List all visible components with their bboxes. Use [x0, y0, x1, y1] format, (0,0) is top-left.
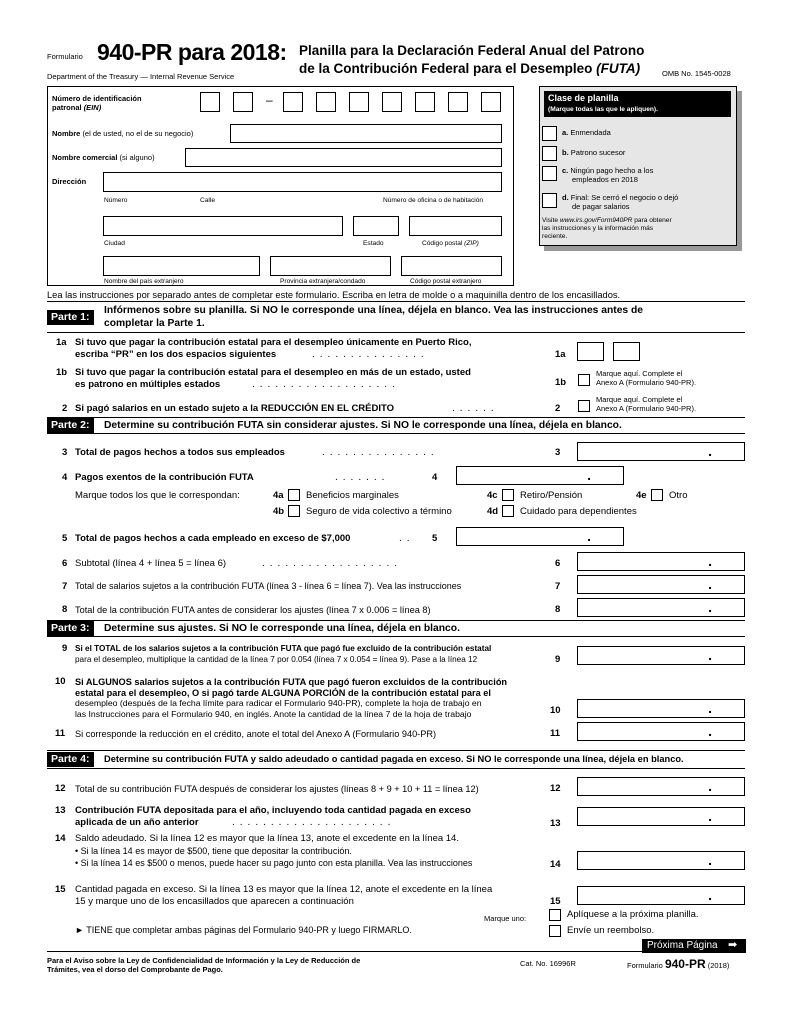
- cat-number: Cat. No. 16996R: [520, 959, 576, 968]
- aviso-text-2: Trámites, vea el dorso del Comprobante de Pago.: [47, 965, 223, 974]
- rule: [47, 301, 745, 302]
- rule: [47, 332, 745, 333]
- line-10-text-3: desempleo (después de la fecha límite para radicar el Formulario 940-PR), complete la hoja de trabajo en: [75, 698, 482, 708]
- parte1-title: Infórmenos sobre su planilla. Si NO le corresponde una línea, déjela en blanco. Vea las instrucciones antes de: [104, 305, 644, 316]
- visit-text: Visite www.irs.gov/Form940PR para obtener: [542, 217, 672, 224]
- line-4b-key: 4b: [273, 506, 285, 517]
- codigo-ext-label: Código postal extranjero: [410, 278, 482, 285]
- aplicar-proxima-checkbox[interactable]: [549, 909, 561, 921]
- instructions-text: Lea las instrucciones por separado antes de completar este formulario. Escriba en letra de molde o a maquinilla dentro de los encasillados.: [47, 290, 621, 300]
- rule: [47, 768, 745, 769]
- ein-dash: –: [266, 93, 273, 107]
- line-1b-note: Marque aquí. Complete el: [596, 369, 683, 378]
- line-15-ref: 15: [550, 896, 561, 907]
- parte1-title-2: completar la Parte 1.: [104, 318, 205, 329]
- clase-c-checkbox[interactable]: [542, 166, 557, 181]
- line-4c-key: 4c: [487, 490, 498, 501]
- nombre-input[interactable]: [230, 124, 502, 143]
- direccion-label: Dirección: [52, 177, 87, 186]
- line-1b-checkbox[interactable]: [578, 374, 590, 386]
- tiene-text: ► TIENE que completar ambas páginas del Formulario 940-PR y luego FIRMARLO.: [75, 925, 412, 935]
- line-13-text: Contribución FUTA depositada para el año, incluyendo toda cantidad pagada en exceso: [75, 805, 471, 816]
- line-15-number: 15: [55, 884, 66, 895]
- line-4-amount[interactable]: [456, 466, 624, 485]
- estado-label: Estado: [363, 240, 384, 247]
- numero-label: Número: [104, 197, 128, 204]
- ein-digit[interactable]: [283, 92, 303, 112]
- leader-dots: .......: [335, 472, 390, 483]
- formulario-label: Formulario: [47, 52, 83, 61]
- clase-c-label-2: empleados en 2018: [572, 175, 638, 184]
- ein-digit[interactable]: [233, 92, 253, 112]
- line-1b-text-2: es patrono en múltiples estados: [75, 379, 221, 390]
- leader-dots: ...................: [252, 379, 400, 390]
- line-5-amount[interactable]: [456, 527, 624, 546]
- parte4-title: Determine su contribución FUTA y saldo adeudado o cantidad pagada en exceso. Si NO le corresponde una línea, déjela en blanco.: [104, 754, 684, 764]
- rule: [47, 750, 745, 751]
- reembolso-checkbox[interactable]: [549, 925, 561, 937]
- line-4-text: Pagos exentos de la contribución FUTA: [75, 472, 254, 483]
- rule: [47, 636, 745, 637]
- line-10-text-2: estatal para el desempleo, O si pagó tarde ALGUNA PORCIÓN de la contribución estatal para el: [75, 688, 491, 698]
- visit-text-2: las instrucciones y la información más: [542, 225, 654, 232]
- line-4c-checkbox[interactable]: [502, 489, 514, 501]
- line-14-amount[interactable]: [577, 851, 745, 870]
- line-4d-label: Cuidado para dependientes: [520, 506, 637, 517]
- line-1a-state-box-2[interactable]: [613, 342, 640, 361]
- line-4e-checkbox[interactable]: [651, 489, 663, 501]
- form-title-line1: Planilla para la Declaración Federal Anual del Patrono: [299, 43, 645, 58]
- line-15-text: Cantidad pagada en exceso. Si la línea 13 es mayor que la línea 12, anote el excedente en la línea: [75, 884, 493, 895]
- clase-a-label: a. Enmendada: [562, 128, 611, 137]
- line-12-number: 12: [55, 783, 66, 794]
- clase-a-checkbox[interactable]: [542, 126, 557, 141]
- line-4a-checkbox[interactable]: [288, 489, 300, 501]
- line-3-text: Total de pagos hechos a todos sus empleados: [75, 447, 285, 458]
- line-1b-text: Si tuvo que pagar la contribución estatal para el desempleo en más de un estado, usted: [75, 367, 471, 378]
- rule: [47, 433, 745, 434]
- line-4b-checkbox[interactable]: [288, 505, 300, 517]
- nombre-comercial-input[interactable]: [185, 148, 502, 167]
- provincia-input[interactable]: [270, 256, 391, 276]
- line-11-text: Si corresponde la reducción en el crédito, anote el total del Anexo A (Formulario 940-PR): [75, 729, 437, 739]
- line-13-amount[interactable]: [577, 807, 745, 826]
- line-11-amount[interactable]: [577, 722, 745, 741]
- codigo-postal-input[interactable]: [409, 216, 502, 236]
- line-4d-key: 4d: [487, 506, 499, 517]
- line-7-ref: 7: [555, 581, 561, 592]
- line-1b-number: 1b: [56, 367, 68, 378]
- line-8-number: 8: [62, 604, 68, 615]
- clase-subtitle: (Marque todas las que le apliquen).: [548, 106, 658, 113]
- line-4-marque-text: Marque todos los que le correspondan:: [75, 490, 240, 501]
- omb-number: OMB No. 1545-0028: [662, 69, 731, 78]
- clase-header: [544, 91, 731, 117]
- marque-uno-label: Marque uno:: [484, 914, 527, 923]
- line-4c-label: Retiro/Pensión: [520, 490, 583, 501]
- line-4a-label: Beneficios marginales: [306, 490, 399, 501]
- leader-dots: .....................: [232, 817, 396, 828]
- ein-digit[interactable]: [316, 92, 336, 112]
- provincia-label: Provincia extranjera/condado: [280, 278, 366, 285]
- direccion-input[interactable]: [103, 172, 502, 192]
- line-4-number: 4: [62, 472, 68, 483]
- line-1a-text-2: escriba “PR” en los dos espacios siguientes: [75, 349, 277, 360]
- comercial-label: Nombre comercial (si alguno): [52, 153, 155, 162]
- line-7-text: Total de salarios sujetos a la contribución FUTA (línea 3 - línea 6 = línea 7). Vea las instrucciones: [75, 581, 462, 591]
- line-1a-text: Si tuvo que pagar la contribución estatal para el desempleo únicamente en Puerto Rico,: [75, 337, 472, 348]
- line-10-number: 10: [55, 676, 66, 687]
- clase-d-label: d. Final: Se cerró el negocio o dejó: [562, 193, 679, 202]
- leader-dots: ..: [399, 533, 415, 544]
- line-5-text: Total de pagos hechos a cada empleado en exceso de $7,000: [75, 533, 351, 544]
- line-12-amount[interactable]: [577, 777, 745, 796]
- line-3-number: 3: [62, 447, 68, 458]
- rule: [47, 620, 745, 621]
- leader-dots: ..................: [262, 558, 403, 569]
- line-4a-key: 4a: [273, 490, 284, 501]
- ein-label: Número de identificación: [52, 94, 142, 103]
- line-14-ref: 14: [550, 859, 561, 870]
- clase-b-checkbox[interactable]: [542, 146, 557, 161]
- clase-title: Clase de planilla: [548, 93, 619, 103]
- line-4e-label: Otro: [669, 490, 688, 501]
- clase-b-label: b. Patrono sucesor: [562, 148, 626, 157]
- arrow-right-icon: ➡: [728, 939, 738, 951]
- leader-dots: ...............: [312, 349, 429, 360]
- ciudad-input[interactable]: [103, 216, 343, 236]
- aviso-text: Para el Aviso sobre la Ley de Confidencialidad de Información y la Ley de Reducción de: [47, 956, 361, 965]
- line-14-text-2: • Si la línea 14 es mayor de $500, tiene que depositar la contribución.: [75, 846, 352, 856]
- line-10-text: Si ALGUNOS salarios sujetos a la contribución FUTA que pagó fueron excluidos de la contribución: [75, 677, 508, 687]
- ein-label-2: patronal (EIN): [52, 103, 102, 112]
- form-name: 940-PR para 2018:: [97, 39, 287, 65]
- line-6-text: Subtotal (línea 4 + línea 5 = línea 6): [75, 558, 227, 569]
- line-13-number: 13: [55, 805, 66, 816]
- leader-dots: ...............: [322, 447, 439, 458]
- calle-label: Calle: [200, 197, 216, 204]
- parte3-title: Determine sus ajustes. Si NO le corresponde una línea, déjela en blanco.: [104, 623, 460, 634]
- clase-c-label: c. Ningún pago hecho a los: [562, 166, 654, 175]
- line-1a-number: 1a: [56, 337, 67, 348]
- line-8-text: Total de la contribución FUTA antes de considerar los ajustes (línea 7 x 0.006 = línea 8): [75, 605, 431, 615]
- line-1b-note-2: Anexo A (Formulario 940-PR).: [596, 378, 697, 387]
- line-7-number: 7: [62, 581, 68, 592]
- clase-de-planilla-panel: [539, 86, 737, 246]
- line-14-text-3: • Si la línea 14 es $500 o menos, puede hacer su pago junto con esta planilla. Vea las instrucciones: [75, 858, 473, 868]
- line-14-number: 14: [55, 833, 66, 844]
- line-10-ref: 10: [550, 705, 561, 716]
- clase-d-label-2: de pagar salarios: [572, 202, 630, 211]
- line-2-note: Marque aquí. Complete el: [596, 395, 683, 404]
- line-1a-ref: 1a: [555, 349, 566, 360]
- ein-digit[interactable]: [415, 92, 435, 112]
- line-11-ref: 11: [550, 728, 561, 739]
- ein-digit[interactable]: [481, 92, 501, 112]
- pais-label: Nombre del país extranjero: [104, 278, 184, 285]
- line-2-checkbox[interactable]: [578, 400, 590, 412]
- line-10-amount[interactable]: [577, 699, 745, 718]
- line-6-ref: 6: [555, 558, 561, 569]
- form-title-line2: de la Contribución Federal para el Desempleo (FUTA): [299, 61, 641, 76]
- line-14-text: Saldo adeudado. Si la línea 12 es mayor que la línea 13, anote el excedente en la línea 14.: [75, 833, 459, 844]
- line-12-text: Total de su contribución FUTA después de considerar los ajustes (líneas 8 + 9 + 10 + 11 = línea 12): [75, 784, 479, 794]
- line-2-ref: 2: [555, 403, 561, 414]
- line-8-ref: 8: [555, 604, 561, 615]
- ein-digit[interactable]: [349, 92, 369, 112]
- line-10-text-4: las Instrucciones para el Formulario 940, en inglés. Anote la cantidad de la línea 7 de la hoja de trabajo: [75, 709, 472, 719]
- ein-digit[interactable]: [200, 92, 220, 112]
- line-5-number: 5: [62, 533, 68, 544]
- form-footer: Formulario 940-PR (2018): [627, 957, 730, 971]
- line-4e-key: 4e: [636, 490, 647, 501]
- rule: [47, 951, 745, 952]
- ein-digit[interactable]: [382, 92, 402, 112]
- nombre-label: Nombre (el de usted, no el de su negocio): [52, 129, 194, 138]
- oficina-label: Número de oficina o de habitación: [383, 197, 484, 204]
- parte3-label: Parte 3:: [47, 621, 94, 636]
- estado-input[interactable]: [353, 216, 399, 236]
- line-3-ref: 3: [555, 447, 561, 458]
- reembolso-label: Envíe un reembolso.: [567, 925, 655, 936]
- line-9-text: Si el TOTAL de los salarios sujetos a la contribución FUTA que pagó fue excluido de la contribución estatal: [75, 644, 492, 653]
- line-1b-ref: 1b: [555, 377, 567, 388]
- line-9-text-2: para el desempleo, multiplique la cantidad de la línea 7 por 0.054 (línea 7 x 0.054 = línea 9). Pase a la línea 12: [75, 655, 478, 664]
- line-6-amount[interactable]: [577, 552, 745, 571]
- line-6-number: 6: [62, 558, 68, 569]
- line-3-amount[interactable]: [577, 442, 745, 461]
- ciudad-label: Ciudad: [104, 240, 125, 247]
- line-8-amount[interactable]: [577, 598, 745, 617]
- clase-d-checkbox[interactable]: [542, 193, 557, 208]
- line-2-number: 2: [62, 403, 68, 414]
- line-9-number: 9: [62, 643, 68, 654]
- line-2-text: Si pagó salarios en un estado sujeto a la REDUCCIÓN EN EL CRÉDITO: [75, 403, 395, 414]
- parte2-label: Parte 2:: [47, 418, 94, 433]
- line-1a-state-box-1[interactable]: [577, 342, 604, 361]
- line-7-amount[interactable]: [577, 575, 745, 594]
- line-4d-checkbox[interactable]: [502, 505, 514, 517]
- line-2-note-2: Anexo A (Formulario 940-PR).: [596, 404, 697, 413]
- department-label: Department of the Treasury — Internal Revenue Service: [47, 72, 235, 81]
- line-13-text-2: aplicada de un año anterior: [75, 817, 199, 828]
- line-9-ref: 9: [555, 654, 561, 665]
- codigo-postal-ext-input[interactable]: [401, 256, 502, 276]
- line-15-amount[interactable]: [577, 886, 745, 905]
- next-page-button[interactable]: [642, 939, 746, 953]
- line-9-amount[interactable]: [577, 646, 745, 665]
- parte1-label: Parte 1:: [47, 310, 94, 325]
- visit-text-3: reciente.: [542, 233, 568, 240]
- rule: [47, 417, 745, 418]
- leader-dots: ......: [452, 403, 499, 414]
- ein-digit[interactable]: [448, 92, 468, 112]
- pais-input[interactable]: [103, 256, 260, 276]
- codigo-postal-label: Código postal (ZIP): [422, 240, 479, 247]
- line-4b-label: Seguro de vida colectivo a término: [306, 506, 452, 517]
- line-11-number: 11: [55, 728, 66, 739]
- parte4-label: Parte 4:: [47, 752, 94, 767]
- line-15-text-2: 15 y marque uno de los encasillados que aparecen a continuación: [75, 896, 354, 907]
- line-5-ref: 5: [432, 533, 438, 544]
- parte2-title: Determine su contribución FUTA sin considerar ajustes. Si NO le corresponde una línea, déjela en blanco.: [104, 420, 622, 431]
- line-4-ref: 4: [432, 472, 438, 483]
- aplicar-proxima-label: Aplíquese a la próxima planilla.: [567, 909, 699, 920]
- line-13-ref: 13: [550, 818, 561, 829]
- line-12-ref: 12: [550, 783, 561, 794]
- next-page-label: Próxima Página: [647, 940, 718, 951]
